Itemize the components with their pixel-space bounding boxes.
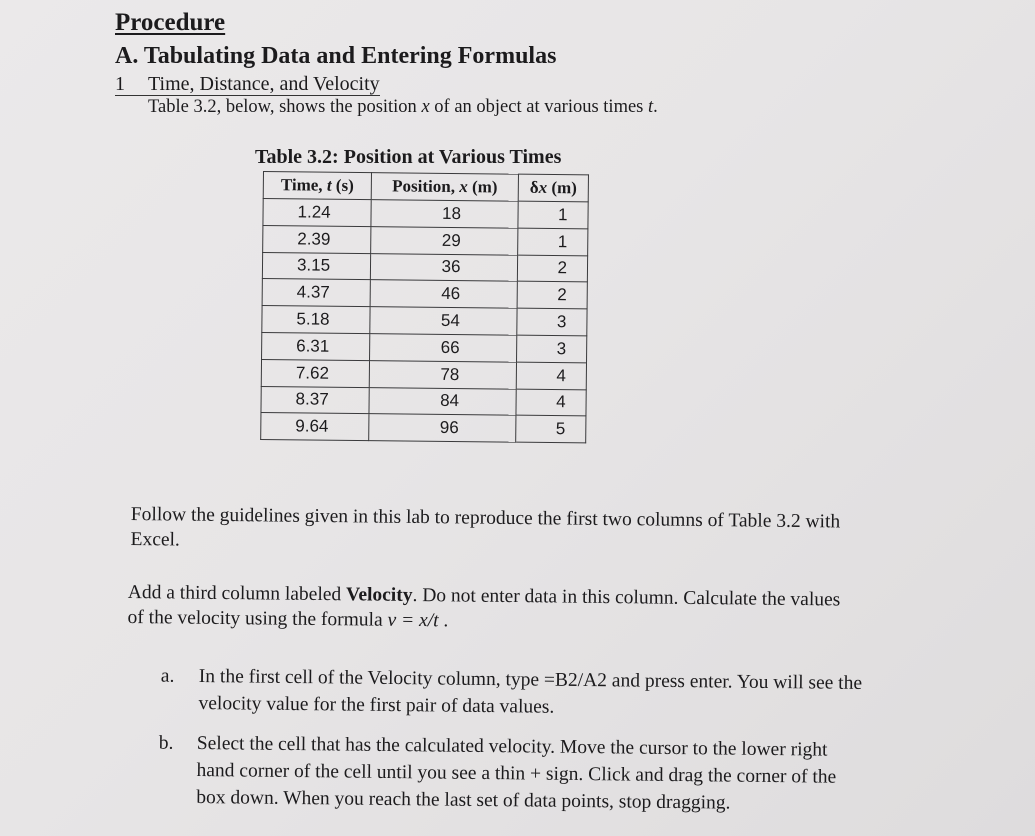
subsection-heading	[115, 73, 380, 96]
header-position	[371, 173, 518, 202]
step-line: box down. When you reach the last set of data points, stop dragging.	[196, 786, 731, 814]
step-a	[160, 663, 863, 724]
table-header-row	[263, 172, 588, 202]
cell-delta: 1	[518, 201, 588, 229]
cell-position: 96	[369, 414, 516, 442]
cell-position: 36	[370, 253, 517, 281]
step-line: In the first cell of the Velocity column, type =B2/A2 and press enter. You will see the	[198, 665, 863, 694]
paragraph-line: Excel.	[130, 528, 180, 551]
cell-delta: 4	[516, 389, 586, 417]
table-row	[263, 225, 588, 255]
intro-var-x: x	[421, 97, 430, 117]
text-run: of the velocity using the formula	[127, 606, 388, 631]
cell-position: 78	[369, 360, 516, 388]
table-row	[263, 199, 588, 229]
header-text: Time,	[280, 175, 327, 195]
paragraph-line: Follow the guidelines given in this lab to reproduce the first two columns of Table 3.2 with	[130, 503, 841, 533]
table-row	[262, 306, 587, 336]
cell-delta: 3	[517, 308, 587, 336]
velocity-label: Velocity	[345, 584, 413, 606]
cell-delta: 4	[516, 362, 586, 390]
text-run: Add a third column labeled	[127, 581, 347, 606]
cell-delta: 2	[517, 255, 587, 283]
section-title: A. Tabulating Data and Entering Formulas	[115, 43, 557, 69]
velocity-formula: v = x/t	[387, 609, 439, 632]
cell-position: 66	[370, 334, 517, 362]
table-row	[261, 386, 586, 416]
cell-position: 46	[370, 280, 517, 308]
header-time	[263, 172, 371, 200]
cell-time: 2.39	[263, 225, 371, 253]
step-marker: a.	[160, 665, 175, 687]
step-line: hand corner of the cell until you see a thin + sign. Click and drag the corner of the	[196, 759, 837, 788]
intro-part: Table 3.2, below, shows the position	[148, 97, 422, 117]
cell-position: 18	[371, 200, 518, 228]
step-marker: b.	[158, 732, 174, 754]
table-row	[261, 413, 586, 443]
cell-time: 6.31	[262, 332, 370, 360]
step-b	[158, 730, 837, 818]
table-caption: Table 3.2: Position at Various Times	[255, 146, 562, 168]
intro-part: of an object at various times	[429, 97, 648, 117]
header-text: (s)	[331, 175, 354, 195]
cell-time: 3.15	[262, 252, 370, 280]
header-delta	[518, 174, 588, 202]
step-line: Select the cell that has the calculated velocity. Move the cursor to the lower right	[196, 732, 828, 761]
subsection-number: 1	[115, 73, 125, 95]
step-line: velocity value for the first pair of data values.	[198, 692, 555, 718]
instruction-paragraph-2	[127, 580, 840, 637]
cell-delta: 1	[518, 228, 588, 256]
cell-time: 4.37	[262, 279, 370, 307]
cell-delta: 2	[517, 282, 587, 310]
cell-time: 9.64	[261, 413, 369, 441]
cell-delta: 5	[516, 416, 586, 444]
cell-position: 54	[370, 307, 517, 335]
header-text: Position,	[392, 176, 460, 197]
cell-position: 84	[369, 387, 516, 415]
intro-var-t: t	[648, 97, 654, 117]
instruction-paragraph-1	[130, 502, 840, 559]
header-text: (m)	[547, 177, 577, 198]
table-row	[262, 332, 587, 362]
cell-time: 7.62	[261, 359, 369, 387]
table-row	[262, 279, 587, 309]
cell-delta: 3	[517, 335, 587, 363]
header-text: (m)	[467, 177, 498, 197]
cell-position: 29	[371, 226, 518, 254]
subsection-title: Time, Distance, and Velocity	[148, 73, 380, 95]
cell-time: 8.37	[261, 386, 369, 414]
text-run: . Do not enter data in this column. Calculate the values	[412, 584, 841, 611]
procedure-heading: Procedure	[115, 9, 226, 36]
position-table	[260, 171, 589, 444]
table-row	[262, 252, 587, 282]
intro-text	[148, 97, 658, 118]
header-text: δ	[529, 177, 539, 197]
header-var: x	[538, 177, 548, 197]
header-var: x	[459, 177, 468, 197]
header-var: t	[326, 175, 332, 195]
intro-part: .	[653, 97, 658, 117]
table-row	[261, 359, 586, 389]
text-run: .	[438, 610, 449, 632]
cell-time: 1.24	[263, 199, 371, 227]
cell-time: 5.18	[262, 306, 370, 334]
